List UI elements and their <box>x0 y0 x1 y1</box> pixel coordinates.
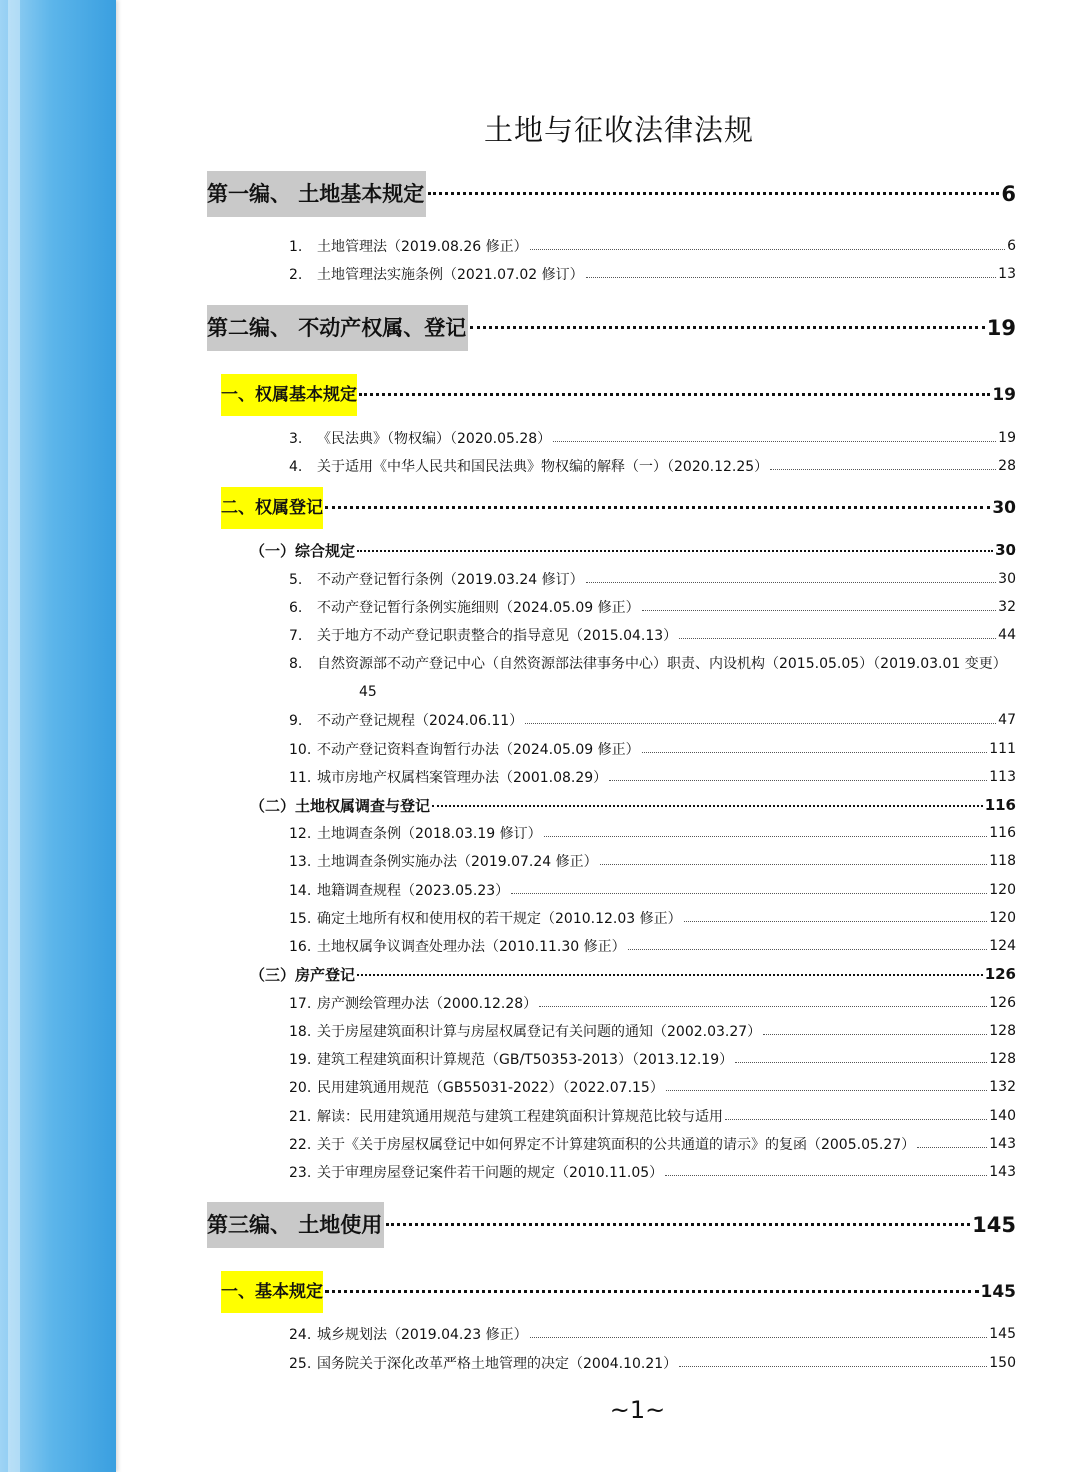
toc-page-number: 116 <box>989 825 1016 841</box>
dot-leader <box>725 1119 987 1120</box>
entry-number: 20. <box>289 1080 312 1096</box>
toc-entry[interactable] <box>289 878 1016 902</box>
dot-leader <box>679 638 996 639</box>
dot-leader <box>679 1366 987 1367</box>
dot-leader <box>428 192 999 195</box>
toc-page-number: 140 <box>989 1108 1016 1124</box>
toc-page-number: 145 <box>980 1282 1016 1302</box>
toc-entry[interactable] <box>289 849 1016 873</box>
entry-title: 关于适用《中华人民共和国民法典》物权编的解释（一）（2020.12.25） <box>317 459 769 475</box>
toc-subsection[interactable] <box>250 537 1016 563</box>
entry-number: 15. <box>289 911 312 927</box>
toc-entry[interactable] <box>289 821 1016 845</box>
toc-page-number: 13 <box>998 266 1016 282</box>
toc-subsection-label: （二）土地权属调查与登记 <box>250 796 431 815</box>
toc-page-number: 128 <box>989 1051 1016 1067</box>
entry-number: 8. <box>289 656 303 672</box>
toc-entry[interactable] <box>289 567 1016 591</box>
dot-leader <box>642 752 988 753</box>
toc-page-number: 30 <box>992 498 1016 518</box>
toc-page-number: 120 <box>989 882 1016 898</box>
toc-entry[interactable] <box>289 1322 1016 1346</box>
toc-page-number: 6 <box>1001 182 1016 206</box>
entry-title: 土地管理法（2019.08.26 修正） <box>317 239 528 255</box>
entry-number: 7. <box>289 628 303 644</box>
toc-entry[interactable] <box>289 1160 1016 1184</box>
toc-entry[interactable] <box>289 708 1016 732</box>
entry-title: 土地调查条例（2018.03.19 修订） <box>317 826 542 842</box>
dot-leader <box>735 1062 987 1063</box>
toc-entry[interactable] <box>289 623 1016 647</box>
entry-number: 11. <box>289 770 312 786</box>
toc-part-label: 第三编、 土地使用 <box>207 1202 384 1248</box>
toc-section[interactable] <box>221 375 1016 415</box>
toc-page-number: 45 <box>359 684 377 700</box>
toc-page-number: 126 <box>989 995 1016 1011</box>
entry-number: 10. <box>289 742 312 758</box>
toc-page-number: 19 <box>986 316 1016 340</box>
toc-entry[interactable] <box>289 234 1016 258</box>
entry-number: 22. <box>289 1137 312 1153</box>
toc-page-number: 150 <box>989 1355 1016 1371</box>
toc-part[interactable] <box>207 1203 1016 1247</box>
dot-leader <box>665 1175 987 1176</box>
entry-number: 16. <box>289 939 312 955</box>
toc-subsection[interactable] <box>250 792 1016 818</box>
toc-part-label: 第一编、 土地基本规定 <box>207 171 426 217</box>
dot-leader <box>325 1290 979 1293</box>
toc-page-number: 132 <box>989 1079 1016 1095</box>
entry-title: 解读：民用建筑通用规范与建筑工程建筑面积计算规范比较与适用 <box>317 1109 723 1125</box>
entry-number: 1. <box>289 239 303 255</box>
toc-page-number: 145 <box>989 1326 1016 1342</box>
dot-leader <box>544 836 988 837</box>
toc-page-number: 143 <box>989 1136 1016 1152</box>
entry-title: 《民法典》（物权编）（2020.05.28） <box>317 431 552 447</box>
entry-number: 23. <box>289 1165 312 1181</box>
dot-leader <box>539 1006 987 1007</box>
toc-section[interactable] <box>221 488 1016 528</box>
toc-page-number: 19 <box>998 430 1016 446</box>
entry-title: 不动产登记资料查询暂行办法（2024.05.09 修正） <box>317 742 640 758</box>
toc-entry[interactable] <box>289 262 1016 286</box>
dot-leader <box>770 469 996 470</box>
document-title: 土地与征收法律法规 <box>483 113 754 147</box>
dot-leader <box>530 1337 988 1338</box>
toc-page-number: 113 <box>989 769 1016 785</box>
entry-title: 关于地方不动产登记职责整合的指导意见（2015.04.13） <box>317 628 678 644</box>
entry-number: 24. <box>289 1327 312 1343</box>
dot-leader <box>530 249 1005 250</box>
entry-number: 25. <box>289 1356 312 1372</box>
dot-leader <box>325 506 990 509</box>
toc-entry[interactable] <box>289 1019 1016 1043</box>
entry-title: 关于房屋建筑面积计算与房屋权属登记有关问题的通知（2002.03.27） <box>317 1024 762 1040</box>
toc-page-number: 124 <box>989 938 1016 954</box>
toc-section-label: 二、权属登记 <box>221 487 323 529</box>
entry-title: 房产测绘管理办法（2000.12.28） <box>317 996 538 1012</box>
toc-entry[interactable] <box>289 765 1016 789</box>
entry-title: 土地管理法实施条例（2021.07.02 修订） <box>317 267 584 283</box>
toc-subsection-label: （一）综合规定 <box>250 541 356 560</box>
toc-page-number: 118 <box>989 853 1016 869</box>
dot-leader <box>511 893 987 894</box>
dot-leader <box>586 277 997 278</box>
toc-page-number: 30 <box>995 541 1016 559</box>
entry-title: 确定土地所有权和使用权的若干规定（2010.12.03 修正） <box>317 911 682 927</box>
toc-page-number: 145 <box>972 1213 1016 1237</box>
entry-number: 9. <box>289 713 303 729</box>
dot-leader <box>357 974 983 976</box>
entry-number: 13. <box>289 854 312 870</box>
page-footer-number: ~1~ <box>609 1396 666 1424</box>
toc-entry[interactable] <box>289 1047 1016 1071</box>
toc-page-number: 19 <box>992 385 1016 405</box>
entry-number: 3. <box>289 431 303 447</box>
dot-leader <box>357 550 993 552</box>
toc-page-number: 128 <box>989 1023 1016 1039</box>
dot-leader <box>386 1223 970 1226</box>
toc-entry[interactable] <box>289 426 1016 450</box>
dot-leader <box>432 805 983 807</box>
entry-title: 国务院关于深化改革严格土地管理的决定（2004.10.21） <box>317 1356 678 1372</box>
toc-entry[interactable] <box>289 1132 1016 1156</box>
entry-title: 不动产登记暂行条例（2019.03.24 修订） <box>317 572 584 588</box>
toc-page-number: 143 <box>989 1164 1016 1180</box>
entry-title: 关于审理房屋登记案件若干问题的规定（2010.11.05） <box>317 1165 664 1181</box>
toc-page-number: 44 <box>998 627 1016 643</box>
dot-leader <box>642 610 997 611</box>
toc-page-number: 6 <box>1007 238 1016 254</box>
toc-part[interactable] <box>207 306 1016 350</box>
entry-title: 城市房地产权属档案管理办法（2001.08.29） <box>317 770 608 786</box>
toc-entry[interactable] <box>289 991 1016 1015</box>
toc-part[interactable] <box>207 172 1016 216</box>
dot-leader <box>684 921 988 922</box>
toc-entry[interactable] <box>289 934 1016 958</box>
entry-number: 5. <box>289 572 303 588</box>
entry-title: 土地调查条例实施办法（2019.07.24 修正） <box>317 854 598 870</box>
entry-number: 4. <box>289 459 303 475</box>
dot-leader <box>553 441 996 442</box>
toc-section-label: 一、基本规定 <box>221 1271 323 1313</box>
toc-entry[interactable] <box>289 454 1016 478</box>
entry-title: 不动产登记规程（2024.06.11） <box>317 713 524 729</box>
dot-leader <box>609 780 987 781</box>
toc-subsection[interactable] <box>250 961 1016 987</box>
entry-number: 2. <box>289 267 303 283</box>
entry-title: 土地权属争议调查处理办法（2010.11.30 修正） <box>317 939 626 955</box>
dot-leader <box>470 326 984 329</box>
toc-page-number: 28 <box>998 458 1016 474</box>
entry-number: 17. <box>289 996 312 1012</box>
toc-entry[interactable] <box>289 595 1016 619</box>
toc-page-number: 120 <box>989 910 1016 926</box>
toc-entry[interactable] <box>289 906 1016 930</box>
toc-subsection-label: （三）房产登记 <box>250 965 356 984</box>
entry-title: 民用建筑通用规范（GB55031-2022）（2022.07.15） <box>317 1080 664 1096</box>
entry-title: 关于《关于房屋权属登记中如何界定不计算建筑面积的公共通道的请示》的复函（2005.05.27） <box>317 1137 916 1153</box>
toc-page-number: 116 <box>984 796 1016 814</box>
toc-section-label: 一、权属基本规定 <box>221 374 357 416</box>
dot-leader <box>359 393 990 396</box>
toc-entry-wrapped[interactable] <box>289 650 1016 706</box>
entry-title: 自然资源部不动产登记中心（自然资源部法律事务中心）职责、内设机构（2015.05.05）（2019.03.01 变更） <box>317 656 1007 672</box>
toc-page-number: 111 <box>989 741 1016 757</box>
dot-leader <box>600 864 988 865</box>
dot-leader <box>525 723 996 724</box>
entry-number: 14. <box>289 883 312 899</box>
entry-title: 城乡规划法（2019.04.23 修正） <box>317 1327 528 1343</box>
dot-leader <box>763 1034 987 1035</box>
toc-page-number: 47 <box>998 712 1016 728</box>
toc-page-number: 32 <box>998 599 1016 615</box>
toc-entry[interactable] <box>289 1075 1016 1099</box>
toc-entry[interactable] <box>289 1351 1016 1375</box>
dot-leader <box>628 949 988 950</box>
toc-section[interactable] <box>221 1272 1016 1312</box>
entry-number: 21. <box>289 1109 312 1125</box>
toc-page-number: 30 <box>998 571 1016 587</box>
dot-leader <box>917 1147 987 1148</box>
entry-title: 建筑工程建筑面积计算规范（GB/T50353-2013）（2013.12.19） <box>317 1052 734 1068</box>
toc-entry[interactable] <box>289 1104 1016 1128</box>
entry-title: 地籍调查规程（2023.05.23） <box>317 883 510 899</box>
entry-title: 不动产登记暂行条例实施细则（2024.05.09 修正） <box>317 600 640 616</box>
dot-leader <box>666 1090 987 1091</box>
toc-page-number: 126 <box>984 965 1016 983</box>
entry-number: 19. <box>289 1052 312 1068</box>
entry-number: 12. <box>289 826 312 842</box>
decorative-side-bar <box>0 0 116 1472</box>
toc-part-label: 第二编、 不动产权属、登记 <box>207 305 468 351</box>
entry-number: 18. <box>289 1024 312 1040</box>
entry-number: 6. <box>289 600 303 616</box>
dot-leader <box>586 582 997 583</box>
toc-entry[interactable] <box>289 737 1016 761</box>
